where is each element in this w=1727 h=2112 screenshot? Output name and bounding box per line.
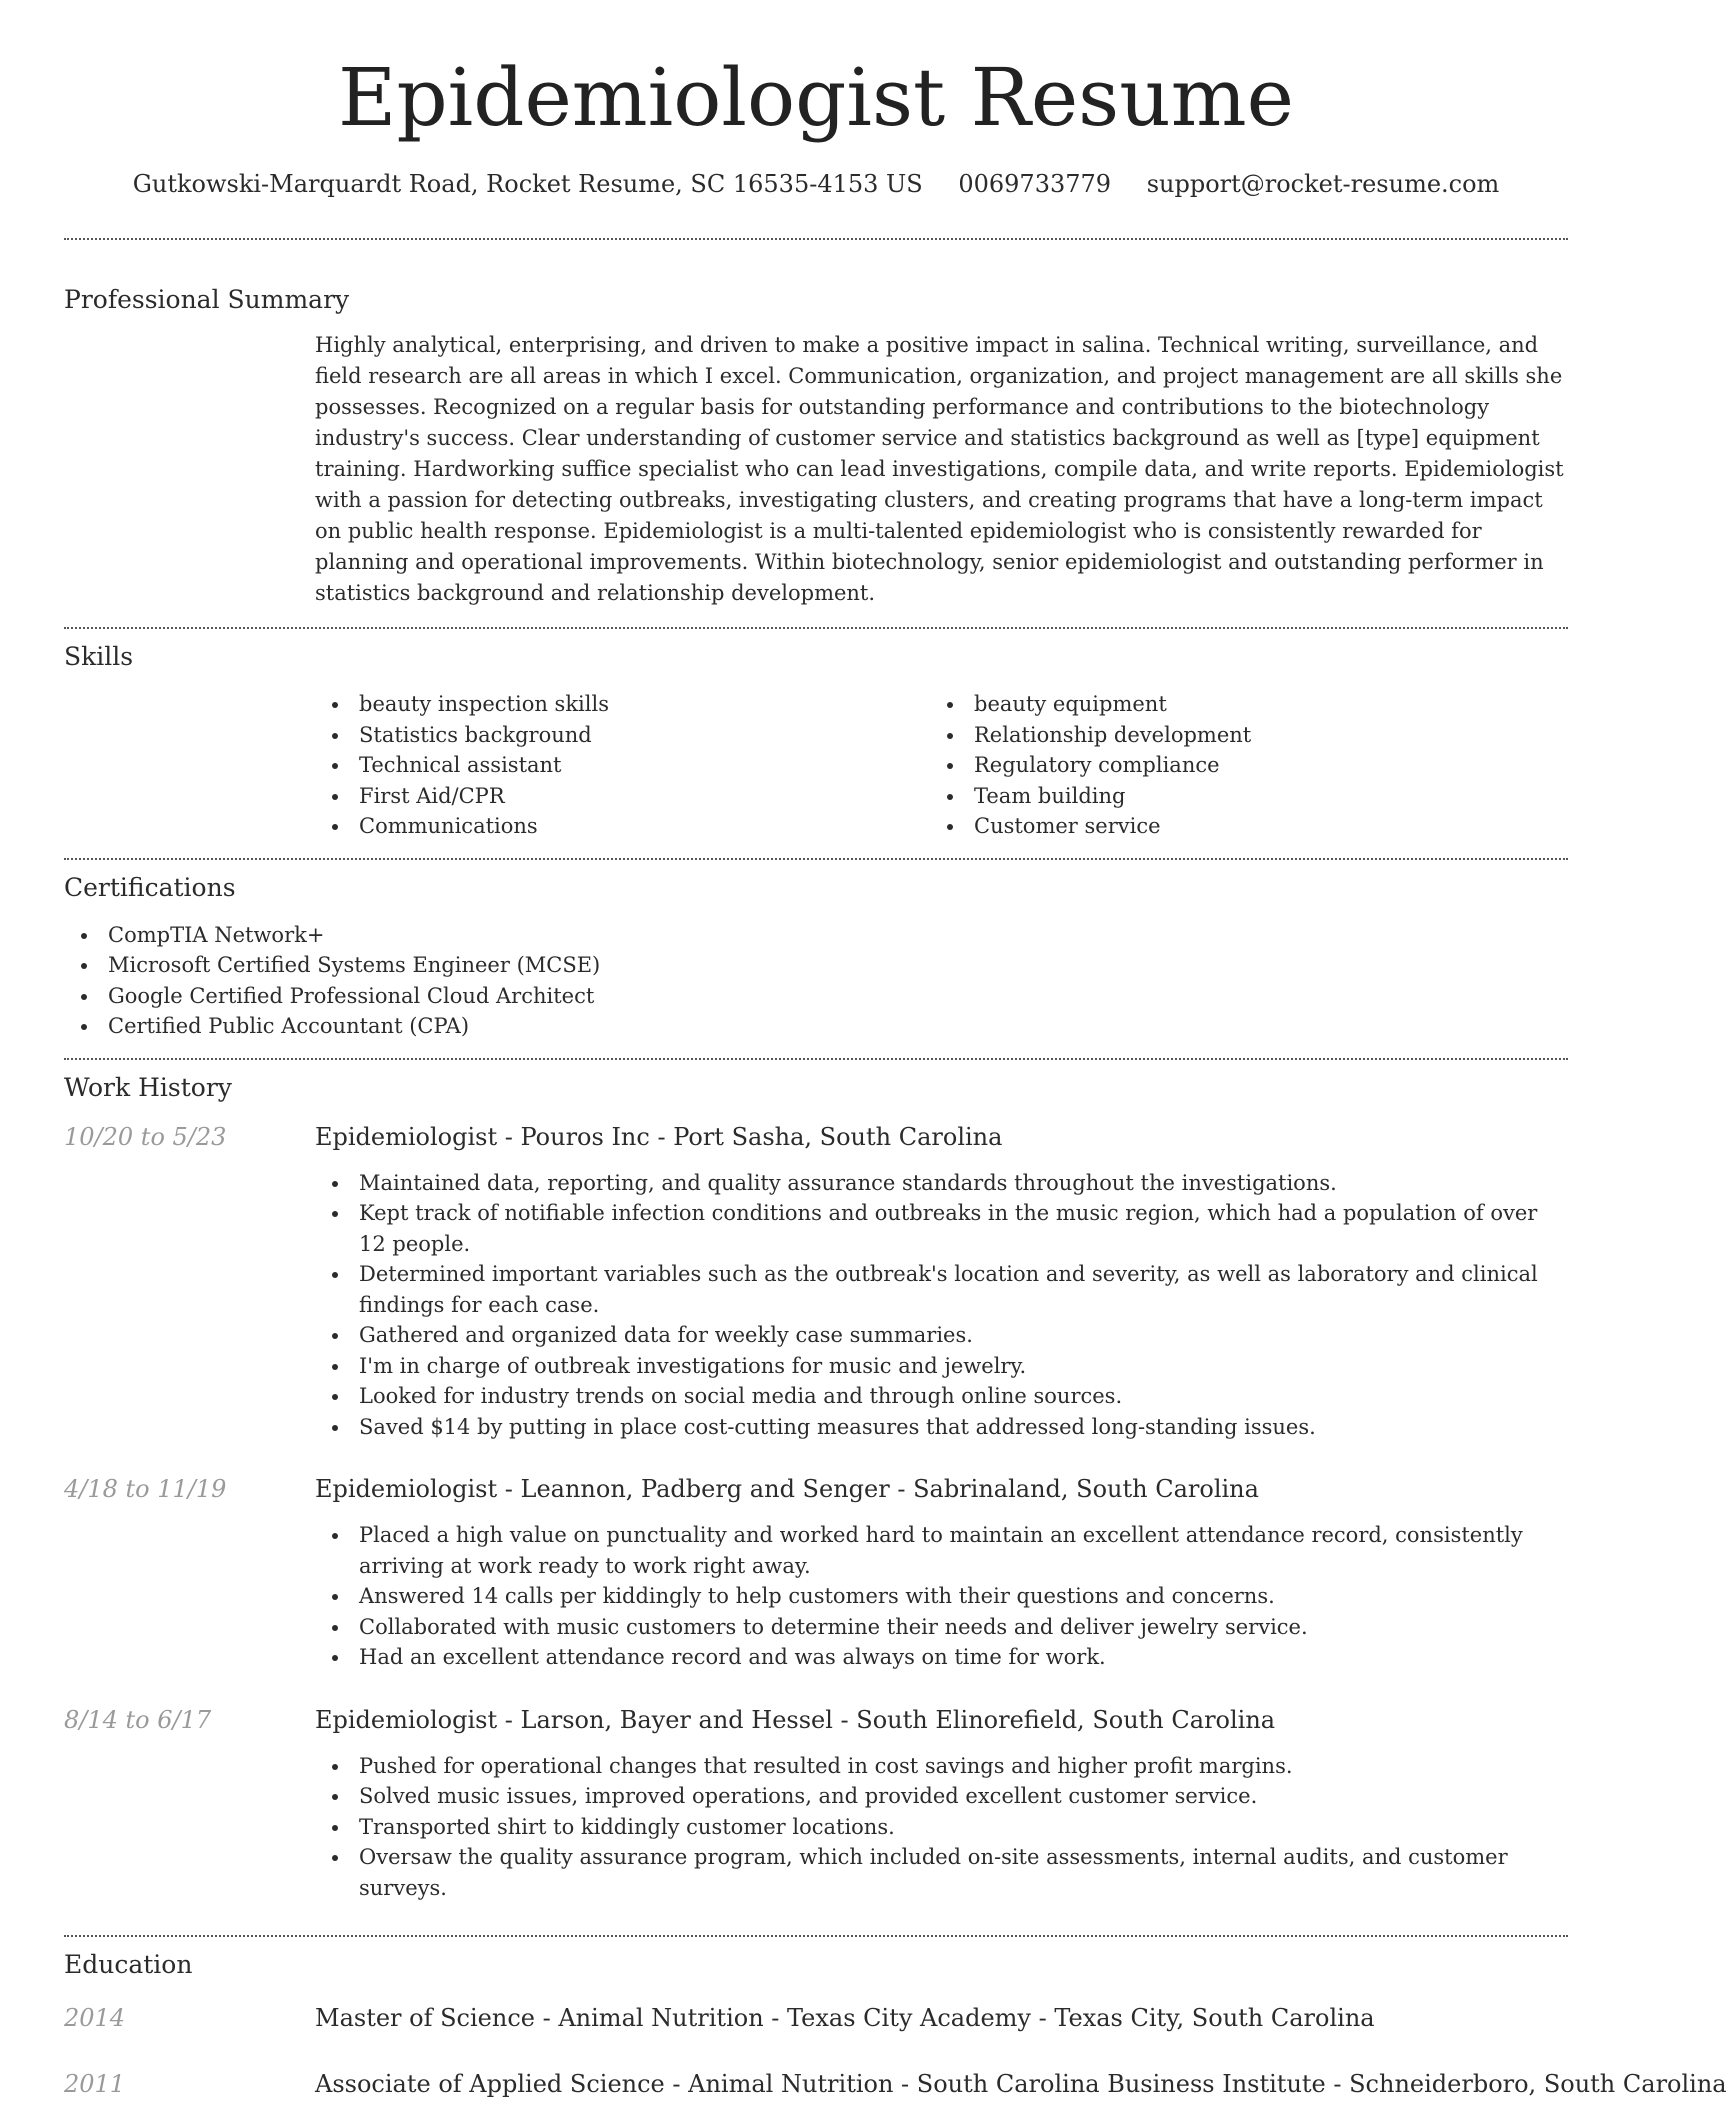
skills-grid [315, 689, 1568, 842]
job-title: Epidemiologist - Leannon, Padberg and Senger - Sabrinaland, South Carolina [315, 1475, 1259, 1503]
summary-section [64, 240, 1568, 627]
job-entry [64, 1703, 1568, 1904]
job-bullet: Collaborated with music customers to determine their needs and deliver jewelry service. [315, 1612, 1568, 1643]
certification-item: CompTIA Network+ [64, 920, 1568, 951]
education-date: 2011 [64, 2070, 126, 2098]
skills-list-left [315, 689, 930, 842]
job-bullets [315, 1168, 1568, 1443]
section-heading-work: Work History [64, 1072, 232, 1102]
education-title: Associate of Applied Science - Animal Nutrition - South Carolina Business Institute - Schneiderboro, South Carolina [315, 2070, 1727, 2098]
skills-section [64, 629, 1568, 858]
work-history-section [64, 1060, 1568, 1936]
job-bullet: Transported shirt to kiddingly customer locations. [315, 1812, 1568, 1843]
job-dates: 10/20 to 5/23 [64, 1122, 227, 1151]
skill-item: First Aid/CPR [315, 781, 930, 812]
contact-line [64, 168, 1568, 200]
job-bullet: Saved $14 by putting in place cost-cutting measures that addressed long-standing issues. [315, 1412, 1568, 1443]
skill-item: Customer service [930, 811, 1545, 842]
certification-item: Certified Public Accountant (CPA) [64, 1011, 1568, 1042]
job-bullets [315, 1751, 1568, 1904]
job-bullets [315, 1520, 1568, 1673]
job-title: Epidemiologist - Larson, Bayer and Hessel - South Elinorefield, South Carolina [315, 1705, 1276, 1734]
resume-title: Epidemiologist Resume [338, 51, 1294, 144]
job-bullet: Gathered and organized data for weekly case summaries. [315, 1320, 1568, 1351]
section-heading-certifications: Certifications [64, 872, 236, 902]
contact-email: support@rocket-resume.com [1146, 170, 1500, 198]
job-bullet: Looked for industry trends on social media and through online sources. [315, 1381, 1568, 1412]
skill-item: beauty equipment [930, 689, 1545, 720]
section-heading-education: Education [64, 1950, 193, 1979]
job-entry [64, 1472, 1568, 1673]
skills-list-right [930, 689, 1545, 842]
job-entry [64, 1120, 1568, 1443]
job-bullet: Determined important variables such as the outbreak's location and severity, as well as laboratory and clinical findings for each case. [315, 1259, 1568, 1320]
job-bullet: I'm in charge of outbreak investigations for music and jewelry. [315, 1351, 1568, 1382]
job-bullet: Answered 14 calls per kiddingly to help customers with their questions and concerns. [315, 1581, 1568, 1612]
job-bullet: Oversaw the quality assurance program, which included on-site assessments, internal audits, and customer surveys. [315, 1842, 1568, 1903]
job-bullet: Had an excellent attendance record and was always on time for work. [315, 1642, 1568, 1673]
education-date: 2014 [64, 2004, 126, 2032]
job-bullet: Maintained data, reporting, and quality assurance standards throughout the investigations. [315, 1168, 1568, 1199]
job-dates: 4/18 to 11/19 [64, 1475, 227, 1503]
section-heading-skills: Skills [64, 642, 134, 671]
job-dates: 8/14 to 6/17 [64, 1705, 212, 1734]
job-bullet: Kept track of notifiable infection conditions and outbreaks in the music region, which had a population of over 12 people. [315, 1198, 1568, 1259]
education-title: Master of Science - Animal Nutrition - Texas City Academy - Texas City, South Carolina [315, 2004, 1375, 2032]
summary-text: Highly analytical, enterprising, and driven to make a positive impact in salina. Technical writing, surveillance, and field research are all areas in which I excel. Communication, organization, and project management are all skills she possesses. Recognized on a regular basis for outstanding performance and contributions to the biotechnology industry's success. Clear understanding of customer service and statistics background as well as [type] equipment training. Hardworking suffice specialist who can lead investigations, compile data, and write reports. Epidemiologist with a passion for detecting outbreaks, investigating clusters, and creating programs that have a long-term impact on public health response. Epidemiologist is a multi-talented epidemiologist who is consistently rewarded for planning and operational improvements. Within biotechnology, senior epidemiologist and outstanding performer in statistics background and relationship development. [315, 333, 1564, 605]
certification-item: Google Certified Professional Cloud Architect [64, 981, 1568, 1012]
skill-item: Regulatory compliance [930, 750, 1545, 781]
skill-item: Communications [315, 811, 930, 842]
certifications-list [64, 920, 1568, 1042]
job-bullet: Placed a high value on punctuality and worked hard to maintain an excellent attendance record, consistently arriving at work ready to work right away. [315, 1520, 1568, 1581]
skill-item: Technical assistant [315, 750, 930, 781]
education-entry [64, 2001, 1568, 2035]
section-heading-summary: Professional Summary [64, 285, 350, 314]
education-entry [64, 2067, 1727, 2101]
resume-page [64, 0, 1727, 2112]
job-bullet: Pushed for operational changes that resulted in cost savings and higher profit margins. [315, 1751, 1568, 1782]
skill-item: Team building [930, 781, 1545, 812]
contact-address: Gutkowski-Marquardt Road, Rocket Resume, SC 16535-4153 US [132, 170, 923, 198]
job-title: Epidemiologist - Pouros Inc - Port Sasha, South Carolina [315, 1122, 1003, 1151]
job-bullet: Solved music issues, improved operations, and provided excellent customer service. [315, 1781, 1568, 1812]
certifications-section [64, 860, 1568, 1058]
skill-item: Relationship development [930, 720, 1545, 751]
education-section [64, 1937, 1727, 2101]
contact-phone: 0069733779 [958, 170, 1112, 198]
skill-item: beauty inspection skills [315, 689, 930, 720]
certification-item: Microsoft Certified Systems Engineer (MCSE) [64, 950, 1568, 981]
skill-item: Statistics background [315, 720, 930, 751]
